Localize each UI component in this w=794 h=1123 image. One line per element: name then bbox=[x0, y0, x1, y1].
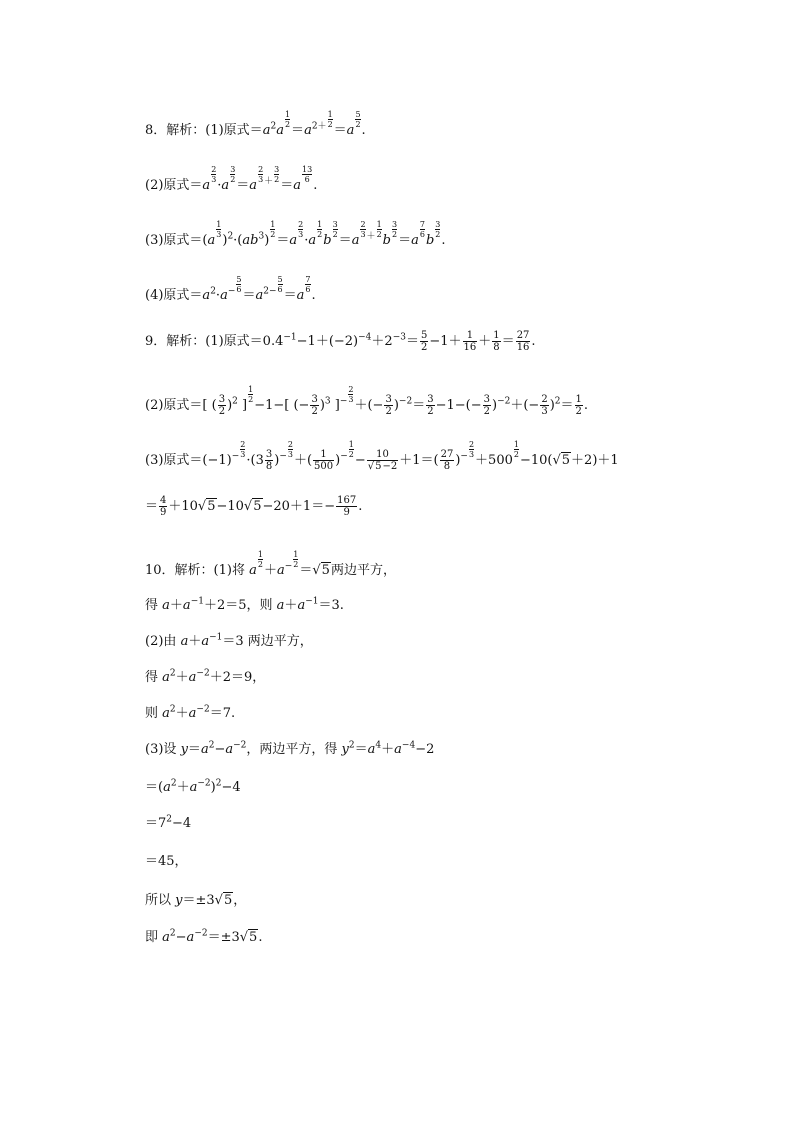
solution-9-part-1: 9．解析：(1)原式$=0.4^{-1}-1+(-2)^{-4}+2^{-3}=$ $\frac{5}{2}$ −1＋ $\frac{1}{16}$ ＋ $\frac{1}{8}$ ＝ $\frac{27}{16}$ . bbox=[145, 330, 536, 353]
solution-8-part-2: (2)原式＝a $\frac{2}{3}$ ·a $\frac{3}{2}$ ＝a $\frac{2}{3}$ ＋ $\frac{3}{2}$ ＝a $\frac{13}{6}$ . bbox=[145, 165, 318, 193]
solution-10-part-1: 10．解析：(1)将 a $\frac{1}{2}$ ＋a− $\frac{1}{2}$ ＝√5两边平方， bbox=[145, 550, 396, 578]
solution-9-part-3: (3)原式＝(−1)− $\frac{2}{3}$ ·(3 $\frac{3}{8}$ )− $\frac{2}{3}$ ＋( $\frac{1}{500}$ )− $\frac{1}{2}$ − $\frac{10}{√5-2}$ ＋1＝( $\frac{27}{8}$ )− $\frac{2}{3}$ ＋500 $\frac{1}{2}$ −10(√5＋2)＋1 bbox=[145, 440, 619, 472]
solution-10-step-2: 得 $a^2+a^{-2}+2=9$， bbox=[145, 668, 266, 685]
solution-10-step-1: 得 $a+a^{-1}+2=5$，则 $a+a^{-1}=3$. bbox=[145, 596, 344, 613]
solution-10-step-7: 所以 y＝±3√5， bbox=[145, 893, 247, 908]
solution-8-part-1: 8．解析：(1)原式$=a^2a$ $\frac{1}{2}$ $=a^{2+}$ $\frac{1}{2}$ ＝a $\frac{5}{2}$ . bbox=[145, 110, 366, 138]
solution-9-part-2: (2)原式＝[ ( $\frac{3}{2}$ )$^2$ ] $\frac{1}{2}$ −1−[ (− $\frac{3}{2}$ )$^3$ ]− $\frac{2}{3}$ ＋(− $\frac{3}{2}$ )$^{-2}$＝ $\frac{3}{2}$ −1−(− $\frac{3}{2}$ )$^{-2}$＋(− $\frac{2}{3}$ )$^2$＝ $\frac{1}{2}$ . bbox=[145, 385, 589, 417]
solution-10-step-3: 则 $a^2+a^{-2}=7$. bbox=[145, 704, 236, 721]
solution-10-step-5: $=7^2-4$ bbox=[145, 814, 192, 831]
solution-10-step-4: $=(a^2+a^{-2})^2-4$ bbox=[145, 778, 241, 795]
solution-8-part-3: (3)原式＝(a $\frac{1}{3}$ )$^2\cdot(ab^3)$ $\frac{1}{2}$ ＝a $\frac{2}{3}$ ·a $\frac{1}{2}$ b $\frac{3}{2}$ ＝a $\frac{2}{3}$ ＋ $\frac{1}{2}$ b $\frac{3}{2}$ ＝a $\frac{7}{6}$ b $\frac{3}{2}$ . bbox=[145, 220, 446, 248]
solution-10-part-2: (2)由 $a+a^{-1}=3$ 两边平方， bbox=[145, 632, 313, 649]
solution-10-part-3: (3)设 $y=a^2-a^{-2}$，两边平方，得 $y^2=a^4+a^{-4}-2$ bbox=[145, 740, 435, 757]
solution-8-part-4: (4)原式$=a^2\cdot a^-$ $\frac{5}{6}$ $=a^{2-}$ $\frac{5}{6}$ ＝a $\frac{7}{6}$ . bbox=[145, 275, 316, 303]
solution-10-step-6: ＝45， bbox=[145, 854, 188, 869]
solution-10-step-8: 即 $a^2-a^{-2}=\pm 3√5$. bbox=[145, 928, 263, 945]
solution-9-part-3-continued: ＝ $\frac{4}{9}$ ＋10√5−10√5−20＋1＝− $\frac{167}{9}$ . bbox=[145, 495, 363, 518]
